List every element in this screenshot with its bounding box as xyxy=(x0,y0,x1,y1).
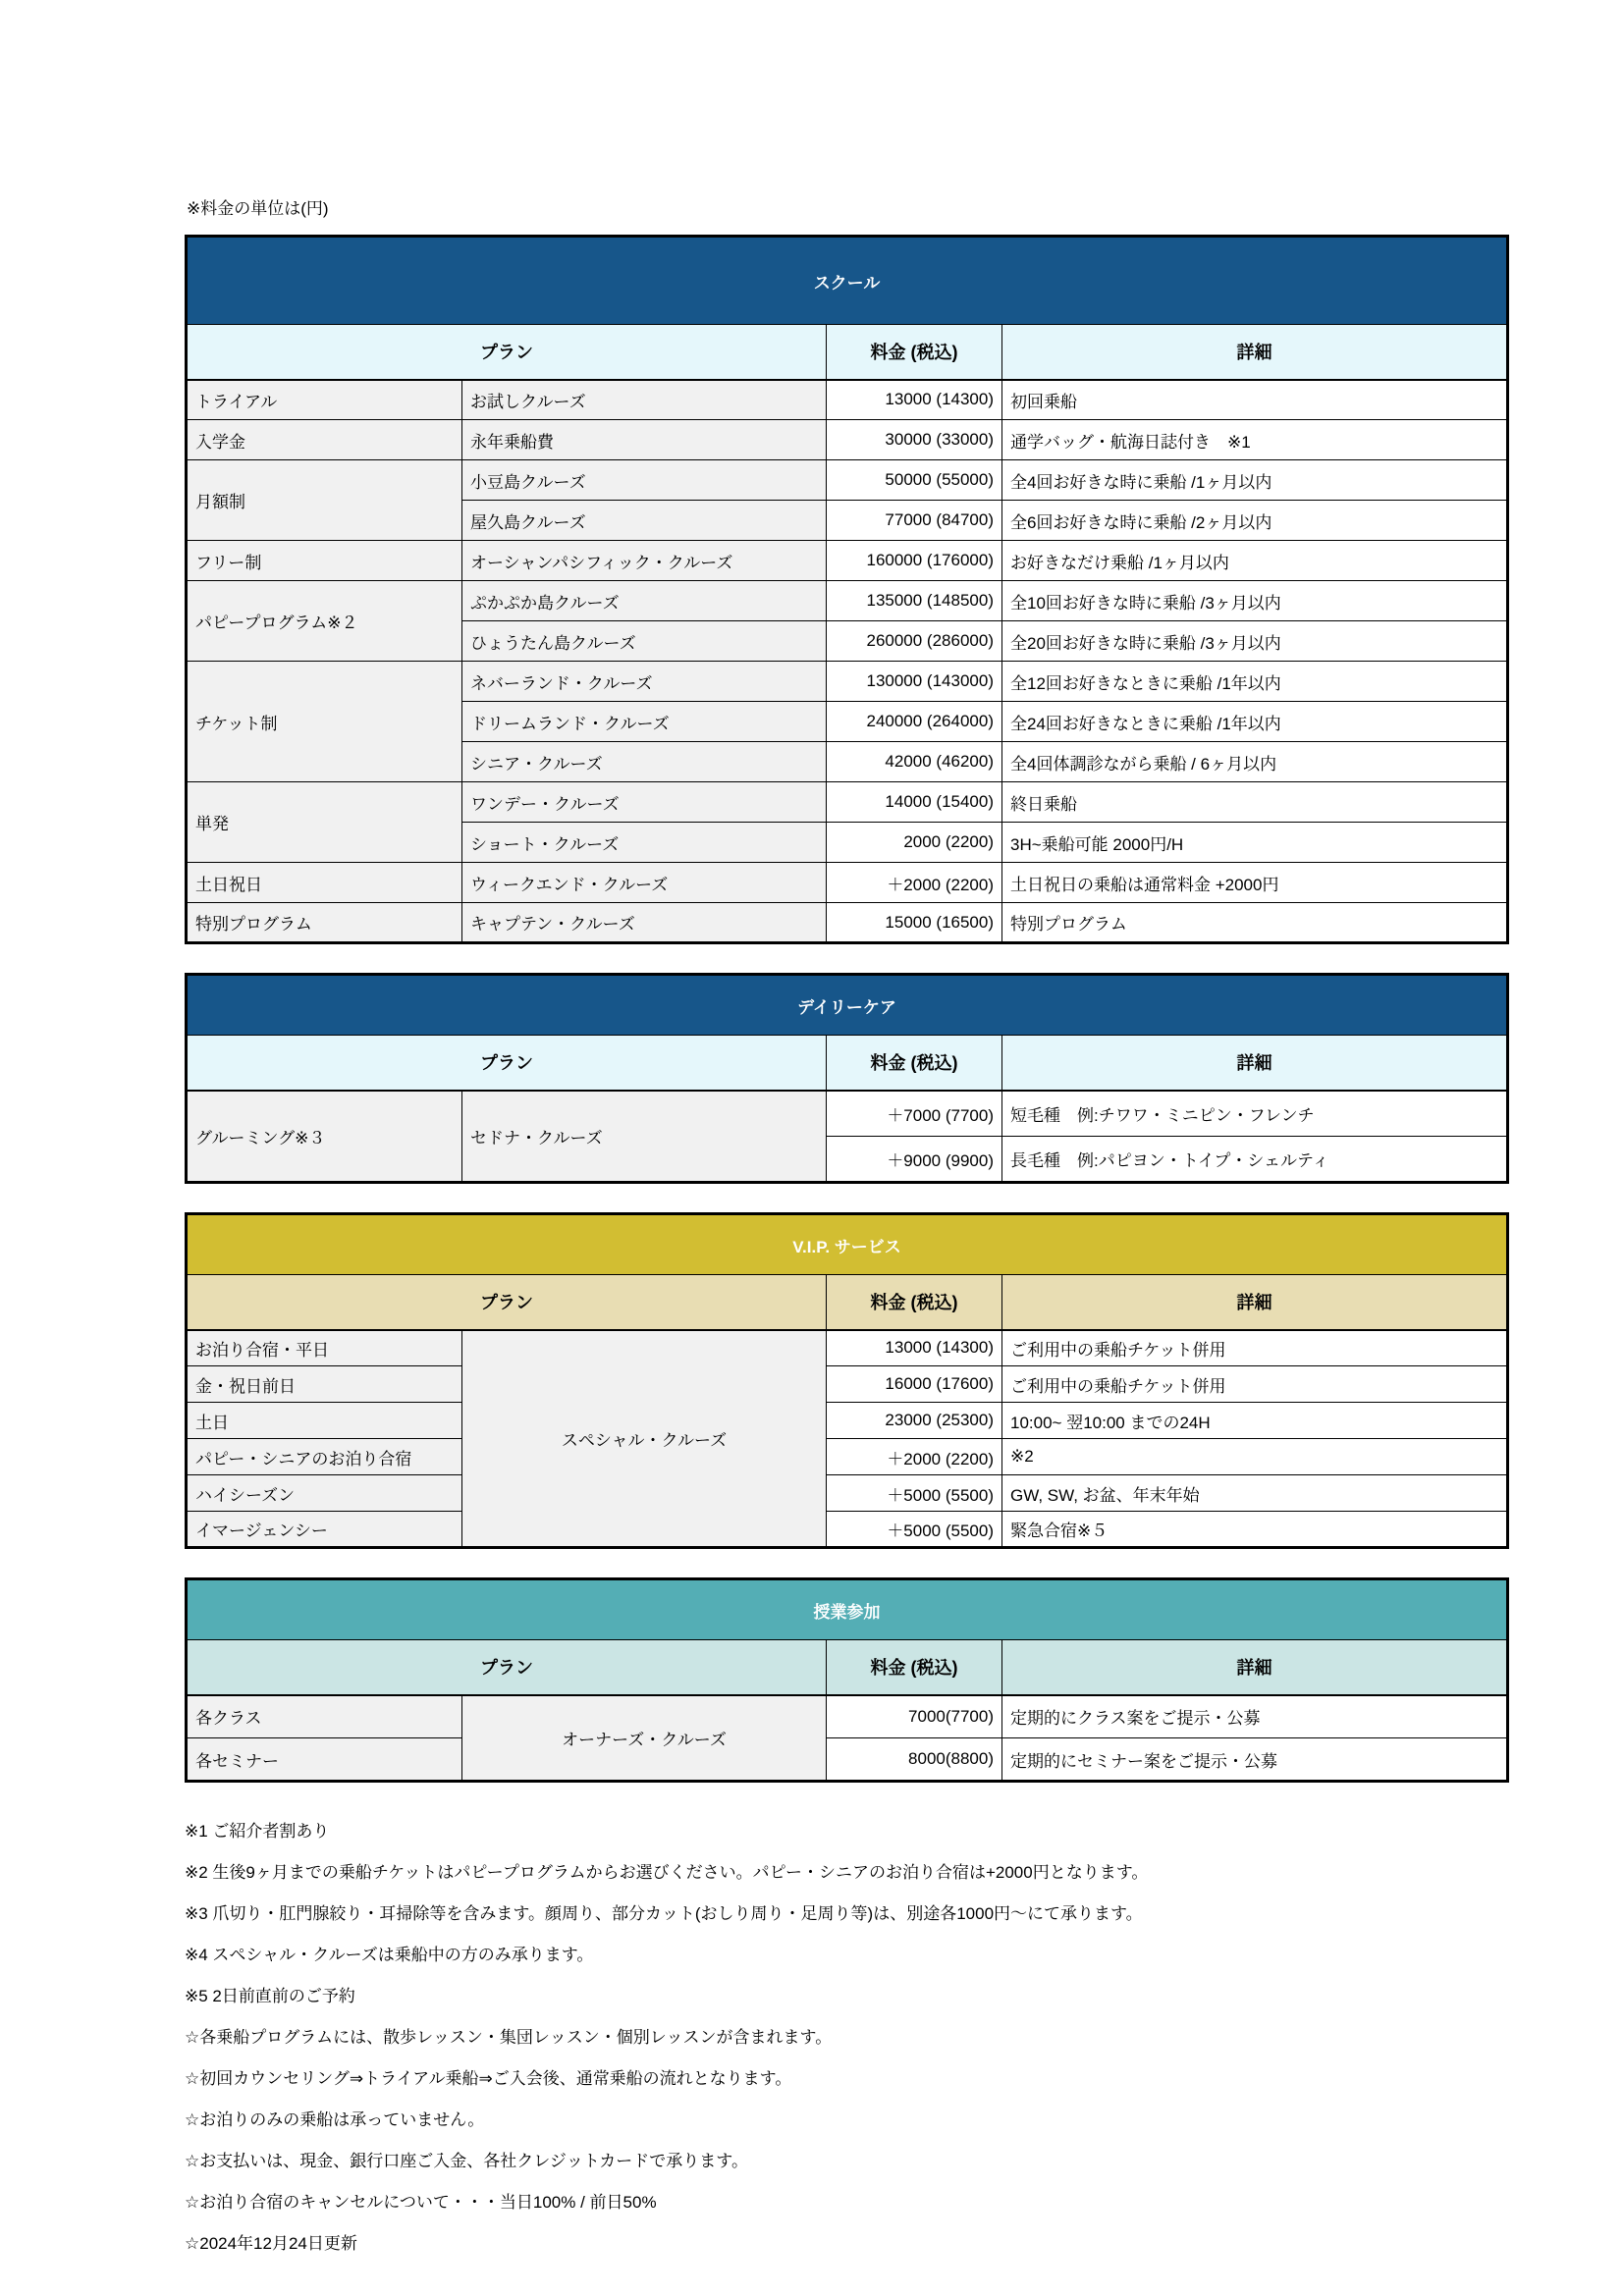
detail-cell: お好きなだけ乗船 /1ヶ月以内 xyxy=(1002,541,1508,581)
detail-cell: 全20回お好きな時に乗船 /3ヶ月以内 xyxy=(1002,621,1508,662)
vip-title: V.I.P. サービス xyxy=(187,1214,1508,1275)
category-cell: パピー・シニアのお泊り合宿 xyxy=(187,1439,462,1475)
category-cell: 特別プログラム xyxy=(187,903,462,943)
detail-cell: 通学バッグ・航海日誌付き ※1 xyxy=(1002,420,1508,460)
plan-cell: お試しクルーズ xyxy=(462,380,827,420)
table-row xyxy=(187,1091,1508,1137)
price-cell: 160000 (176000) xyxy=(827,541,1002,581)
price-cell: 8000(8800) xyxy=(827,1738,1002,1782)
table-row xyxy=(187,903,1508,943)
price-cell: 23000 (25300) xyxy=(827,1403,1002,1439)
category-cell: 土日 xyxy=(187,1403,462,1439)
dailycare-table xyxy=(185,973,1509,1184)
detail-column-header: 詳細 xyxy=(1002,1275,1508,1330)
table-row xyxy=(187,460,1508,501)
table-row xyxy=(187,581,1508,621)
detail-cell: 定期的にクラス案をご提示・公募 xyxy=(1002,1695,1508,1738)
price-cell: 14000 (15400) xyxy=(827,782,1002,823)
price-cell: 2000 (2200) xyxy=(827,823,1002,863)
footnote: ☆各乗船プログラムには、散歩レッスン・集団レッスン・個別レッスンが含まれます。 xyxy=(185,2028,833,2047)
table-row xyxy=(187,782,1508,823)
footnote: ☆初回カウンセリング⇒トライアル乗船⇒ご入会後、通常乗船の流れとなります。 xyxy=(185,2069,792,2088)
plan-cell: ドリームランド・クルーズ xyxy=(462,702,827,742)
detail-cell: 全4回お好きな時に乗船 /1ヶ月以内 xyxy=(1002,460,1508,501)
vip-table-section xyxy=(185,1212,1506,1549)
price-cell: 7000(7700) xyxy=(827,1695,1002,1738)
price-cell: 135000 (148500) xyxy=(827,581,1002,621)
plan-cell: スペシャル・クルーズ xyxy=(462,1330,827,1548)
detail-cell: ご利用中の乗船チケット併用 xyxy=(1002,1330,1508,1366)
table-row xyxy=(187,380,1508,420)
plan-cell: キャプテン・クルーズ xyxy=(462,903,827,943)
detail-cell: 3H~乗船可能 2000円/H xyxy=(1002,823,1508,863)
detail-cell: 短毛種 例:チワワ・ミニピン・フレンチ xyxy=(1002,1091,1508,1137)
table-row xyxy=(187,662,1508,702)
detail-cell: GW, SW, お盆、年末年始 xyxy=(1002,1475,1508,1512)
category-cell: 各クラス xyxy=(187,1695,462,1738)
plan-cell: 永年乗船費 xyxy=(462,420,827,460)
detail-column-header: 詳細 xyxy=(1002,325,1508,380)
detail-cell: 全12回お好きなときに乗船 /1年以内 xyxy=(1002,662,1508,702)
category-cell: チケット制 xyxy=(187,662,462,782)
plan-cell: オーナーズ・クルーズ xyxy=(462,1695,827,1782)
table-row xyxy=(187,1695,1508,1738)
category-cell: パピープログラム※２ xyxy=(187,581,462,662)
price-cell: 30000 (33000) xyxy=(827,420,1002,460)
price-cell: 15000 (16500) xyxy=(827,903,1002,943)
table-row xyxy=(187,1512,1508,1548)
school-table-section xyxy=(185,235,1506,944)
price-cell: 240000 (264000) xyxy=(827,702,1002,742)
plan-cell: ひょうたん島クルーズ xyxy=(462,621,827,662)
table-row xyxy=(187,1475,1508,1512)
plan-cell: ウィークエンド・クルーズ xyxy=(462,863,827,903)
category-cell: フリー制 xyxy=(187,541,462,581)
price-cell: ＋2000 (2200) xyxy=(827,1439,1002,1475)
category-cell: お泊り合宿・平日 xyxy=(187,1330,462,1366)
detail-cell: ご利用中の乗船チケット併用 xyxy=(1002,1366,1508,1403)
footnote: ※2 生後9ヶ月までの乗船チケットはパピープログラムからお選びください。パピー・シニアのお泊り合宿は+2000円となります。 xyxy=(185,1863,1149,1882)
category-cell: 単発 xyxy=(187,782,462,863)
category-cell: 月額制 xyxy=(187,460,462,541)
price-cell: ＋9000 (9900) xyxy=(827,1137,1002,1183)
class-title: 授業参加 xyxy=(187,1579,1508,1640)
table-row xyxy=(187,1403,1508,1439)
detail-column-header: 詳細 xyxy=(1002,1640,1508,1695)
footnote: ※4 スペシャル・クルーズは乗船中の方のみ承ります。 xyxy=(185,1946,594,1964)
price-cell: 42000 (46200) xyxy=(827,742,1002,782)
category-cell: イマージェンシー xyxy=(187,1512,462,1548)
footnote: ☆お泊りのみの乗船は承っていません。 xyxy=(185,2110,485,2129)
detail-cell: 土日祝日の乗船は通常料金 +2000円 xyxy=(1002,863,1508,903)
school-table xyxy=(185,235,1509,944)
detail-cell: 全6回お好きな時に乗船 /2ヶ月以内 xyxy=(1002,501,1508,541)
plan-cell: ワンデー・クルーズ xyxy=(462,782,827,823)
plan-cell: セドナ・クルーズ xyxy=(462,1091,827,1183)
plan-cell: ショート・クルーズ xyxy=(462,823,827,863)
table-row xyxy=(187,1738,1508,1782)
price-column-header: 料金 (税込) xyxy=(827,1640,1002,1695)
detail-cell: 全24回お好きなときに乗船 /1年以内 xyxy=(1002,702,1508,742)
category-cell: 金・祝日前日 xyxy=(187,1366,462,1403)
price-cell: ＋2000 (2200) xyxy=(827,863,1002,903)
price-column-header: 料金 (税込) xyxy=(827,1275,1002,1330)
table-row xyxy=(187,1439,1508,1475)
plan-column-header: プラン xyxy=(187,325,827,380)
price-cell: 13000 (14300) xyxy=(827,1330,1002,1366)
footnote: ※5 2日前直前のご予約 xyxy=(185,1987,355,2005)
detail-column-header: 詳細 xyxy=(1002,1036,1508,1091)
price-cell: ＋7000 (7700) xyxy=(827,1091,1002,1137)
price-cell: 130000 (143000) xyxy=(827,662,1002,702)
detail-cell: 緊急合宿※５ xyxy=(1002,1512,1508,1548)
plan-column-header: プラン xyxy=(187,1640,827,1695)
plan-cell: ぷかぷか島クルーズ xyxy=(462,581,827,621)
page-content xyxy=(185,194,1506,2265)
detail-cell: 全4回体調診ながら乗船 / 6ヶ月以内 xyxy=(1002,742,1508,782)
plan-cell: ネバーランド・クルーズ xyxy=(462,662,827,702)
category-cell: トライアル xyxy=(187,380,462,420)
footnote: ☆お泊り合宿のキャンセルについて・・・当日100% / 前日50% xyxy=(185,2193,657,2212)
price-unit-note: ※料金の単位は(円) xyxy=(187,199,329,218)
table-row xyxy=(187,1330,1508,1366)
price-cell: 260000 (286000) xyxy=(827,621,1002,662)
footnotes xyxy=(185,1811,1506,2265)
price-column-header: 料金 (税込) xyxy=(827,325,1002,380)
detail-cell: 終日乗船 xyxy=(1002,782,1508,823)
detail-cell: 10:00~ 翌10:00 までの24H xyxy=(1002,1403,1508,1439)
detail-cell: 初回乗船 xyxy=(1002,380,1508,420)
footnote: ※1 ご紹介者割あり xyxy=(185,1822,330,1841)
detail-cell: 長毛種 例:パピヨン・トイプ・シェルティ xyxy=(1002,1137,1508,1183)
plan-cell: オーシャンパシフィック・クルーズ xyxy=(462,541,827,581)
detail-cell: 全10回お好きな時に乗船 /3ヶ月以内 xyxy=(1002,581,1508,621)
price-column-header: 料金 (税込) xyxy=(827,1036,1002,1091)
price-cell: 77000 (84700) xyxy=(827,501,1002,541)
dailycare-title: デイリーケア xyxy=(187,975,1508,1036)
category-cell: グルーミング※３ xyxy=(187,1091,462,1183)
category-cell: 入学金 xyxy=(187,420,462,460)
vip-table xyxy=(185,1212,1509,1549)
plan-cell: 小豆島クルーズ xyxy=(462,460,827,501)
table-row xyxy=(187,541,1508,581)
table-row xyxy=(187,1366,1508,1403)
price-cell: ＋5000 (5500) xyxy=(827,1512,1002,1548)
footnote: ※3 爪切り・肛門腺絞り・耳掃除等を含みます。顔周り、部分カット(おしり周り・足周り等)は、別途各1000円～にて承ります。 xyxy=(185,1904,1143,1923)
category-cell: 各セミナー xyxy=(187,1738,462,1782)
price-cell: ＋5000 (5500) xyxy=(827,1475,1002,1512)
plan-column-header: プラン xyxy=(187,1275,827,1330)
price-cell: 13000 (14300) xyxy=(827,380,1002,420)
detail-cell: 特別プログラム xyxy=(1002,903,1508,943)
footnote: ☆お支払いは、現金、銀行口座ご入金、各社クレジットカードで承ります。 xyxy=(185,2152,748,2170)
dailycare-table-section xyxy=(185,973,1506,1184)
category-cell: ハイシーズン xyxy=(187,1475,462,1512)
category-cell: 土日祝日 xyxy=(187,863,462,903)
plan-column-header: プラン xyxy=(187,1036,827,1091)
price-cell: 16000 (17600) xyxy=(827,1366,1002,1403)
class-table xyxy=(185,1577,1509,1783)
price-cell: 50000 (55000) xyxy=(827,460,1002,501)
plan-cell: 屋久島クルーズ xyxy=(462,501,827,541)
table-row xyxy=(187,863,1508,903)
detail-cell: ※2 xyxy=(1002,1439,1508,1475)
footnote: ☆2024年12月24日更新 xyxy=(185,2234,357,2253)
class-table-section xyxy=(185,1577,1506,1783)
table-row xyxy=(187,420,1508,460)
detail-cell: 定期的にセミナー案をご提示・公募 xyxy=(1002,1738,1508,1782)
school-title: スクール xyxy=(187,237,1508,325)
plan-cell: シニア・クルーズ xyxy=(462,742,827,782)
